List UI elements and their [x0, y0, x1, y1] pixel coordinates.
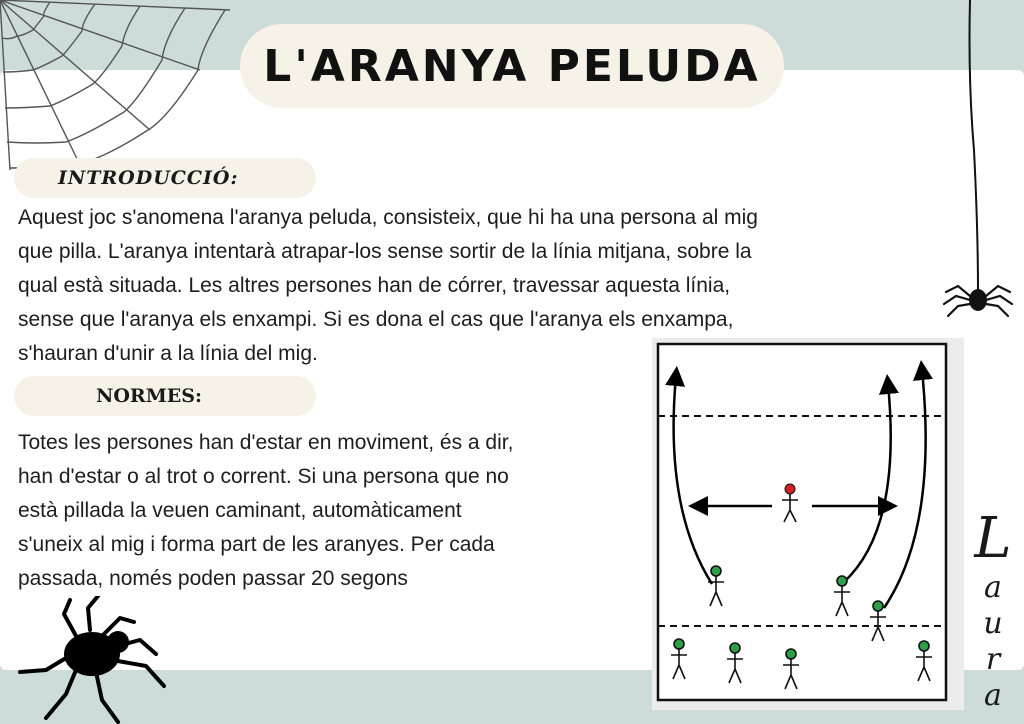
intro-line: s'hauran d'unir a la línia del mig.	[18, 342, 318, 365]
intro-line: Aquest joc s'anomena l'aranya peluda, consisteix, que hi ha una persona al mig	[18, 206, 758, 229]
intro-line: que pilla. L'aranya intentarà atrapar-los sense sortir de la línia mitjana, sobre la	[18, 240, 752, 263]
title-banner	[240, 24, 784, 108]
signature-letter: a	[984, 570, 1002, 605]
normes-heading: NORMES:	[96, 385, 202, 407]
author-signature	[968, 508, 1018, 714]
signature-letter: r	[985, 642, 1001, 677]
field-boundary	[658, 344, 946, 700]
game-field-diagram	[652, 338, 964, 710]
page-title: L'ARANYA PELUDA	[263, 40, 761, 92]
signature-letter: a	[984, 678, 1002, 713]
normes-line: passada, només poden passar 20 segons	[18, 567, 408, 590]
intro-heading-banner	[14, 158, 316, 198]
normes-line: Totes les persones han d'estar en moviment, és a dir,	[18, 431, 514, 454]
signature-letter: u	[983, 606, 1003, 641]
normes-line: s'uneix al mig i forma part de les aranyes. Per cada	[18, 533, 495, 556]
intro-line: sense que l'aranya els enxampi. Si es dona el cas que l'aranya els enxampa,	[18, 308, 734, 331]
normes-line: està pillada la veuen caminant, automàticament	[18, 499, 462, 522]
spider-web-icon	[0, 0, 250, 180]
intro-heading: INTRODUCCIÓ:	[58, 167, 239, 189]
normes-heading-banner	[14, 376, 316, 416]
signature-letter: L	[974, 506, 1012, 571]
normes-paragraph	[18, 426, 648, 596]
intro-line: qual està situada. Les altres persones han de córrer, travessar aquesta línia,	[18, 274, 731, 297]
normes-line: han d'estar o al trot o corrent. Si una persona que no	[18, 465, 509, 488]
black-spider-icon	[6, 596, 186, 724]
